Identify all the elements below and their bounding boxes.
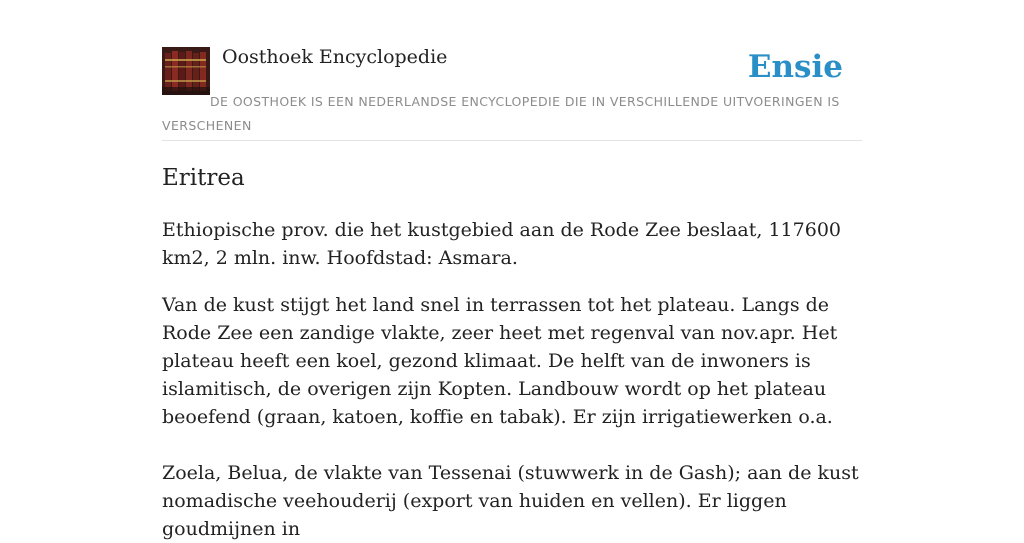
- site-header: [162, 0, 862, 141]
- site-tagline: DE OOSTHOEK IS EEN NEDERLANDSE ENCYCLOPEDIE DIE IN VERSCHILLENDE UITVOERINGEN IS VERSCHENEN: [162, 94, 840, 133]
- brand-logo[interactable]: Ensie: [747, 49, 843, 85]
- article-title: Eritrea: [162, 165, 245, 191]
- article-paragraph: Zoela, Belua, de vlakte van Tessenai (stuwwerk in de Gash); aan de kust nomadische veehouderij (export van huiden en vellen). Er liggen goudmijnen in: [162, 462, 859, 540]
- article-paragraph: Ethiopische prov. die het kustgebied aan de Rode Zee beslaat, 117600 km2, 2 mln. inw. Hoofdstad: Asmara.: [162, 219, 841, 269]
- article: [162, 160, 862, 540]
- site-avatar[interactable]: [162, 47, 210, 95]
- article-paragraph: Van de kust stijgt het land snel in terrassen tot het plateau. Langs de Rode Zee een zandige vlakte, zeer heet met regenval van nov.apr. Het plateau heeft een koel, gezond klimaat. De helft van de inwoners is islamitisch, de overigen zijn Kopten. Landbouw wordt op het plateau beoefend (graan, katoen, koffie en tabak). Er zijn irrigatiewerken o.a.: [162, 294, 838, 428]
- site-title[interactable]: Oosthoek Encyclopedie: [222, 46, 448, 68]
- encyclopedia-books-icon: [162, 47, 210, 95]
